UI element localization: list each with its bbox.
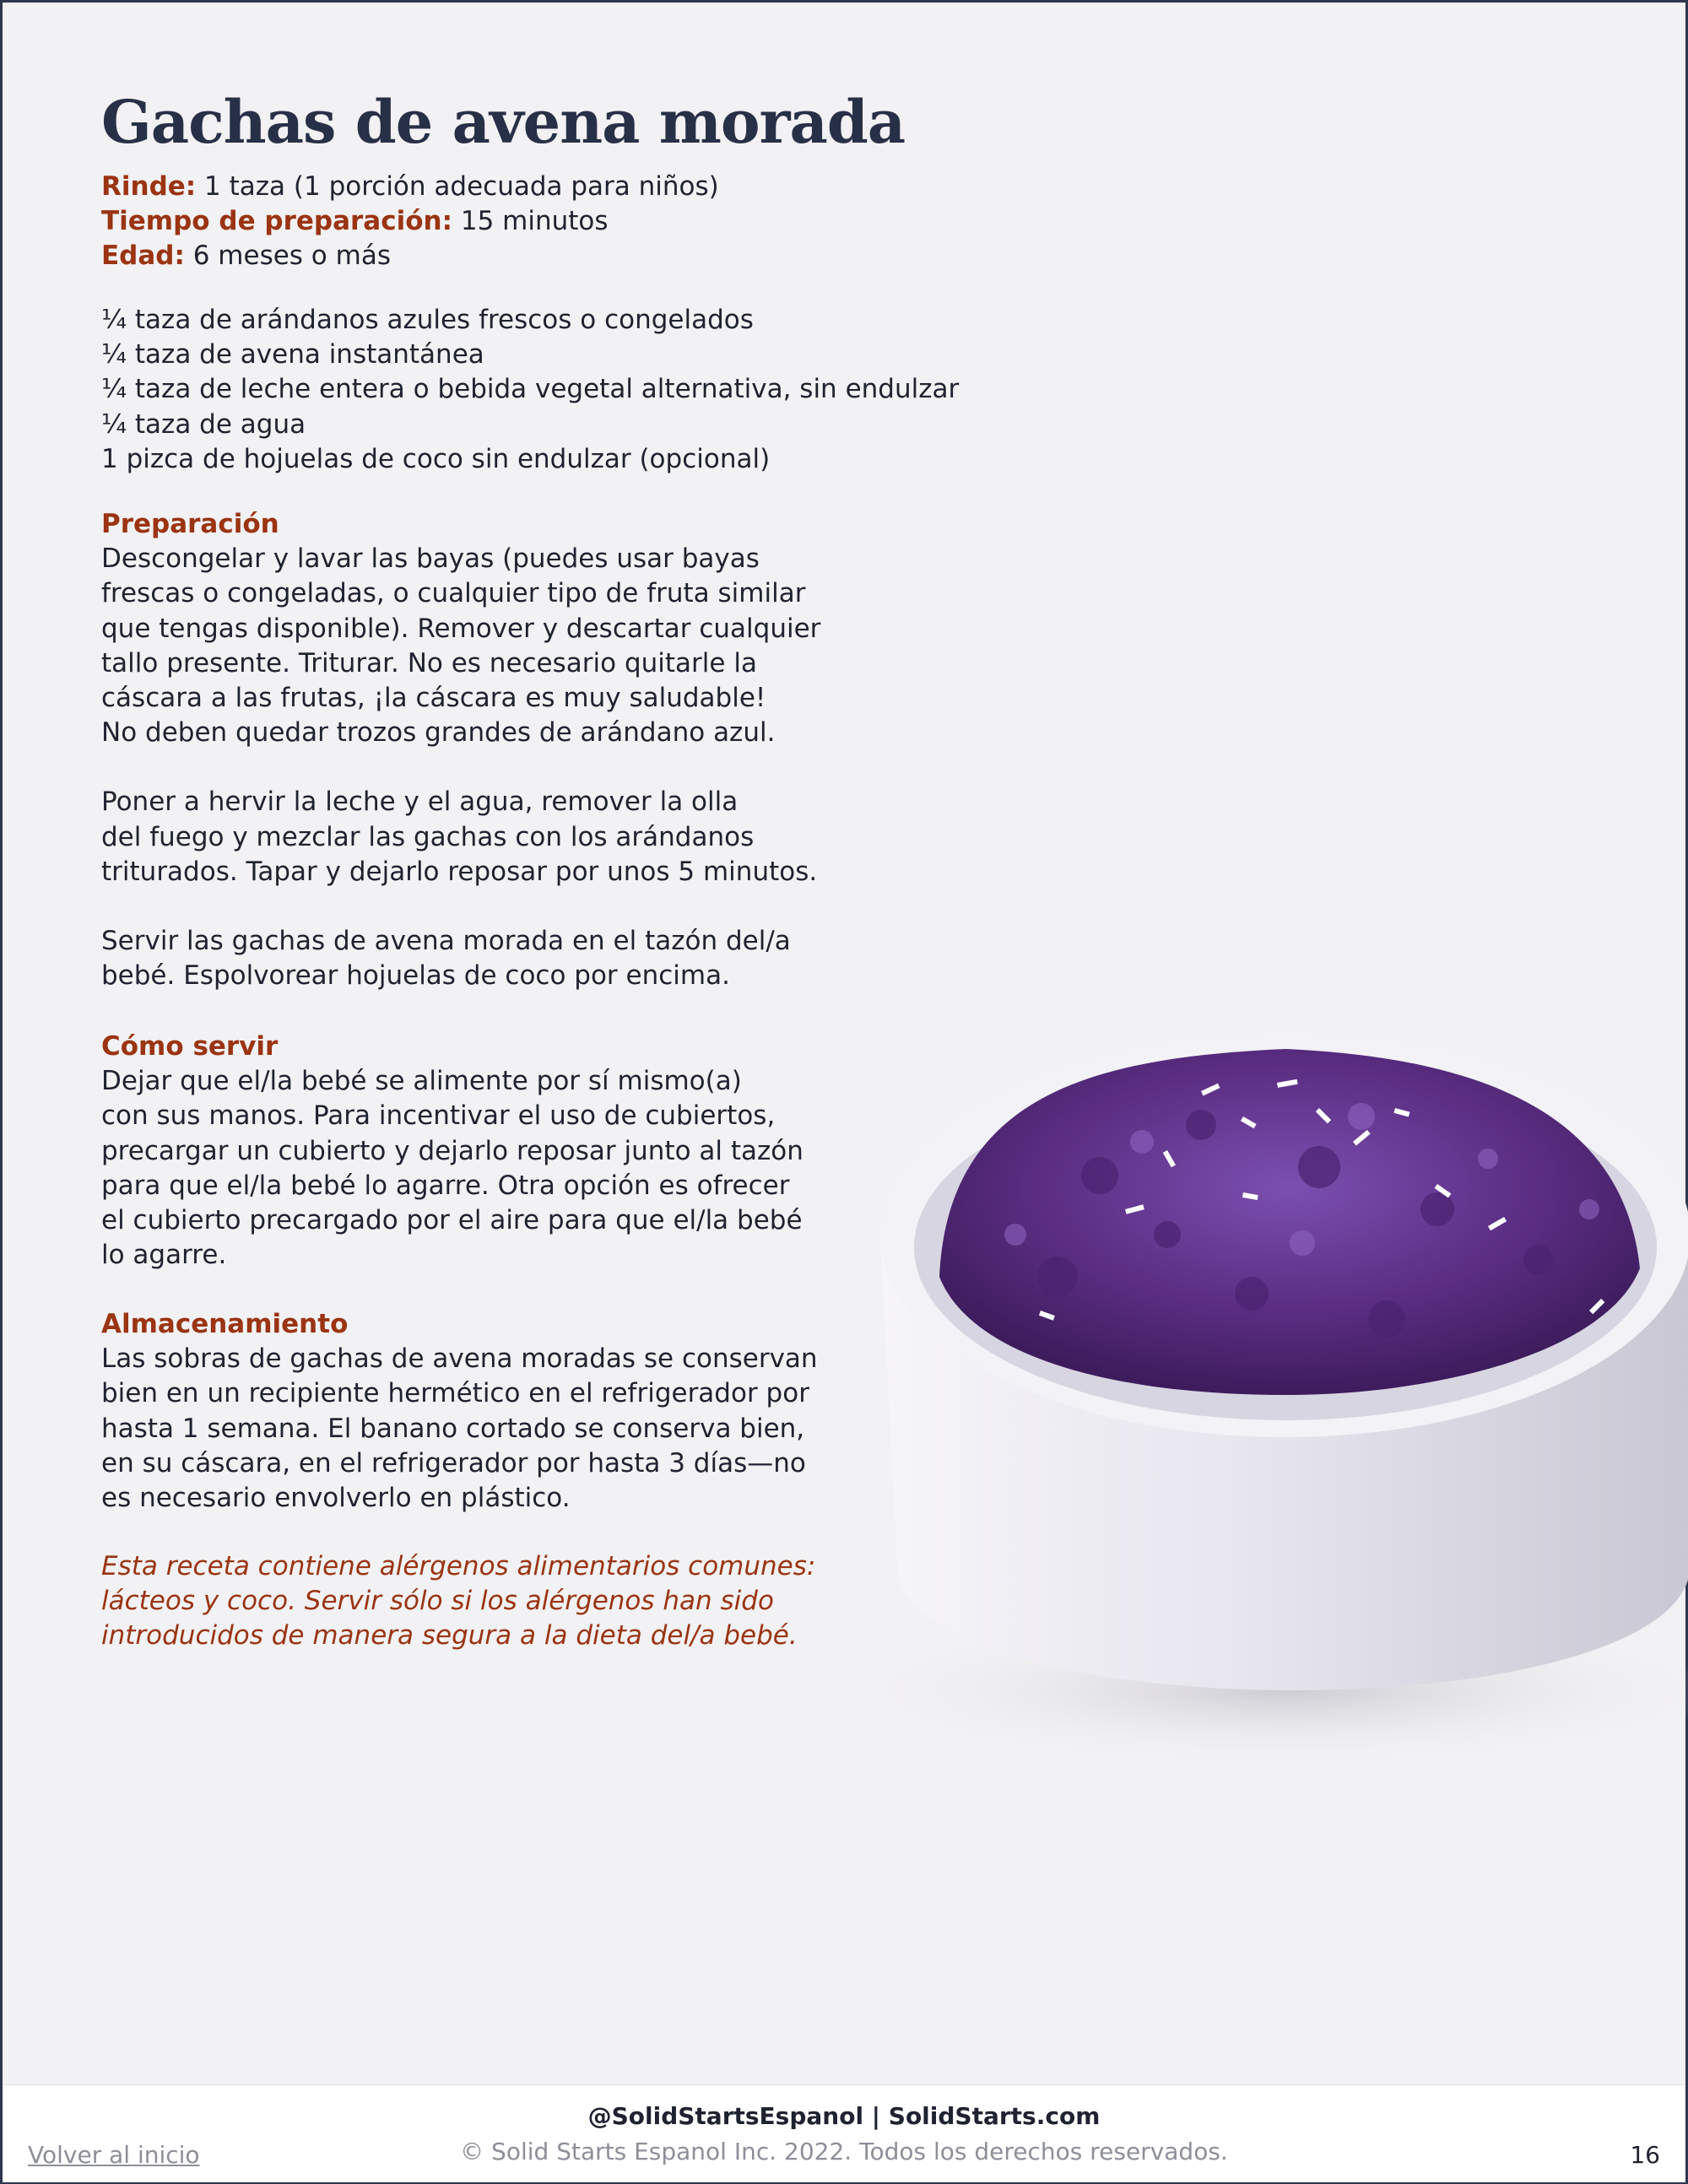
meta-age	[101, 239, 1030, 273]
meta-prep-time	[101, 204, 1030, 239]
ingredient-item: ¼ taza de leche entera o bebida vegetal alternativa, sin endulzar	[101, 374, 960, 405]
back-to-start-link[interactable]: Volver al inicio	[28, 2141, 200, 2169]
footer-copyright: © Solid Starts Espanol Inc. 2022. Todos los derechos reservados.	[460, 2138, 1228, 2165]
serving-text: Dejar que el/la bebé se alimente por sí mismo(a) con sus manos. Para incentivar el uso de cubiertos, precargar un cubierto y dejarlo reposar junto al tazón para que el/la bebé lo agarre. Otra opción es ofrecer el cubierto precargado por el aire para que el/la bebé lo agarre.	[101, 1066, 803, 1271]
meta-age-value: 6 meses o más	[192, 241, 391, 272]
recipe-meta	[101, 170, 1030, 274]
meta-yield-value: 1 taza (1 porción adecuada para niños)	[204, 171, 719, 202]
meta-prep-time-value: 15 minutos	[460, 206, 609, 237]
ingredient-item: ¼ taza de agua	[101, 408, 306, 440]
ingredients-list	[101, 303, 1030, 477]
ingredient-item: 1 pizca de hojuelas de coco sin endulzar (opcional)	[101, 443, 771, 474]
recipe-title: Gachas de avena morada	[101, 87, 906, 157]
storage-heading: Almacenamiento	[101, 1309, 349, 1339]
preparation-step: Descongelar y lavar las bayas (puedes usar bayas frescas o congeladas, o cualquier tipo de fruta similar que tengas disponible). Remover y descartar cualquier tallo presente. Triturar. No es necesario quitarle la cáscara a las frutas, ¡la cáscara es muy saludable! No deben quedar trozos grandes de arándano azul.	[101, 543, 821, 749]
preparation-step: Poner a hervir la leche y el agua, remover la olla del fuego y mezclar las gachas con los arándanos triturados. Tapar y dejarlo reposar por unos 5 minutos.	[101, 787, 818, 887]
meta-prep-time-label: Tiempo de preparación:	[101, 206, 452, 237]
footer-social[interactable]: @SolidStartsEspanol | SolidStarts.com	[587, 2102, 1101, 2130]
porridge-bowl-image	[847, 956, 1688, 1783]
ingredient-item: ¼ taza de arándanos azules frescos o congelados	[101, 305, 754, 335]
page-footer	[3, 2084, 1685, 2182]
preparation-section	[101, 507, 1030, 993]
meta-age-label: Edad:	[101, 241, 185, 272]
serving-heading: Cómo servir	[101, 1031, 279, 1062]
preparation-heading: Preparación	[101, 509, 279, 539]
page-number: 16	[1630, 2141, 1660, 2169]
meta-yield-label: Rinde:	[101, 171, 197, 202]
ingredient-item: ¼ taza de avena instantánea	[101, 339, 484, 370]
preparation-step: Servir las gachas de avena morada en el tazón del/a bebé. Espolvorear hojuelas de coco por encima.	[101, 926, 791, 992]
allergen-note: Esta receta contiene alérgenos alimentarios comunes: lácteos y coco. Servir sólo si los alérgenos han sido introducidos de manera segura a la dieta del/a bebé.	[101, 1551, 816, 1652]
storage-text: Las sobras de gachas de avena moradas se conservan bien en un recipiente hermético en el refrigerador por hasta 1 semana. El banano cortado se conserva bien, en su cáscara, en el refrigerador por hasta 3 días—no es necesario envolverlo en plástico.	[101, 1343, 818, 1514]
meta-yield	[101, 170, 1030, 204]
